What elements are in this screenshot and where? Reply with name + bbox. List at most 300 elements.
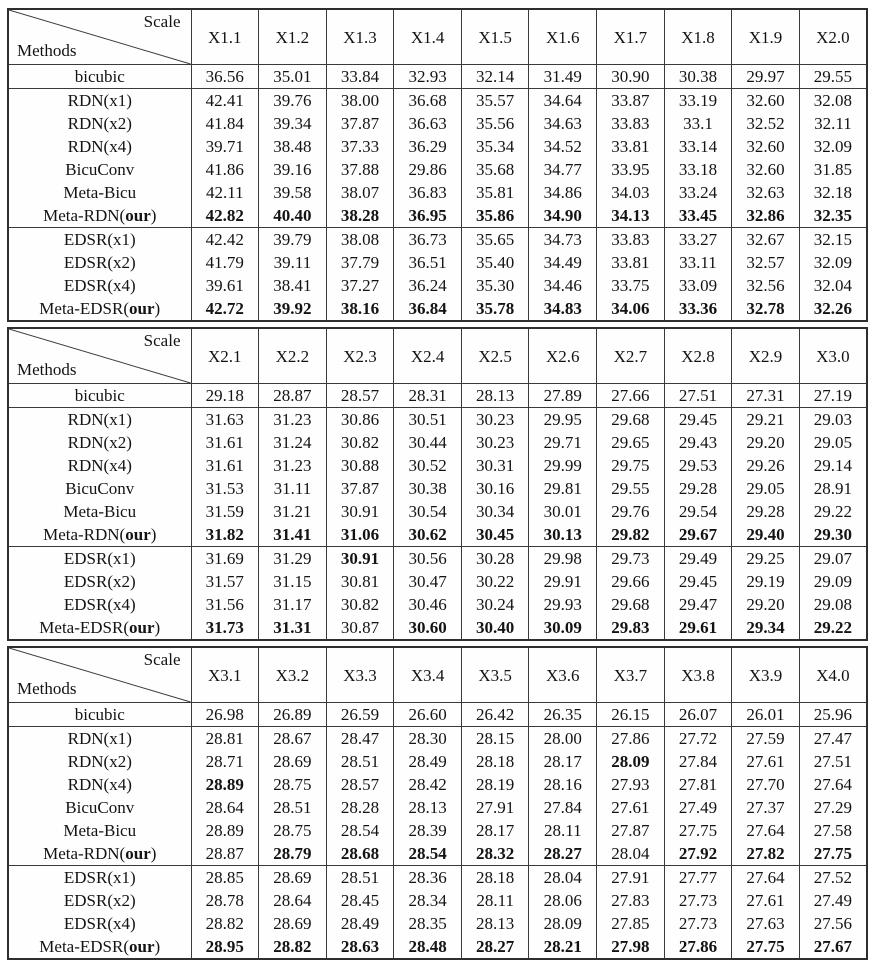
- value-cell: 38.16: [326, 297, 394, 321]
- value-cell: 27.92: [664, 842, 732, 866]
- value-cell: 33.83: [597, 228, 665, 252]
- value-cell: 28.82: [259, 935, 327, 959]
- value-cell: 42.82: [191, 204, 259, 228]
- scale-column-header: X3.4: [394, 647, 462, 703]
- value-cell: 29.21: [732, 408, 800, 432]
- value-cell: 30.13: [529, 523, 597, 547]
- value-cell: 27.81: [664, 773, 732, 796]
- method-label: RDN(x4): [8, 454, 191, 477]
- value-cell: 27.49: [799, 889, 867, 912]
- value-cell: 34.03: [597, 181, 665, 204]
- value-cell: 34.86: [529, 181, 597, 204]
- value-cell: 30.46: [394, 593, 462, 616]
- value-cell: 29.45: [664, 408, 732, 432]
- our-highlight: our: [129, 299, 155, 318]
- value-cell: 39.16: [259, 158, 327, 181]
- value-cell: 27.75: [799, 842, 867, 866]
- value-cell: 28.68: [326, 842, 394, 866]
- value-cell: 32.86: [732, 204, 800, 228]
- value-cell: 32.04: [799, 274, 867, 297]
- value-cell: 31.21: [259, 500, 327, 523]
- value-cell: 27.63: [732, 912, 800, 935]
- value-cell: 33.81: [597, 251, 665, 274]
- value-cell: 28.16: [529, 773, 597, 796]
- value-cell: 32.08: [799, 89, 867, 113]
- table-row: [8, 866, 867, 890]
- value-cell: 38.48: [259, 135, 327, 158]
- method-label: EDSR(x2): [8, 570, 191, 593]
- value-cell: 27.19: [799, 384, 867, 408]
- scale-column-header: X1.3: [326, 9, 394, 65]
- value-cell: 31.23: [259, 454, 327, 477]
- value-cell: 29.28: [732, 500, 800, 523]
- method-label: RDN(x4): [8, 135, 191, 158]
- method-label: RDN(x1): [8, 89, 191, 113]
- value-cell: 25.96: [799, 703, 867, 727]
- scale-column-header: X3.6: [529, 647, 597, 703]
- table-row: [8, 750, 867, 773]
- value-cell: 38.08: [326, 228, 394, 252]
- value-cell: 30.87: [326, 616, 394, 640]
- psnr-results-table: [7, 8, 868, 322]
- scale-column-header: X1.9: [732, 9, 800, 65]
- value-cell: 34.06: [597, 297, 665, 321]
- value-cell: 30.09: [529, 616, 597, 640]
- value-cell: 28.89: [191, 819, 259, 842]
- value-cell: 29.55: [799, 65, 867, 89]
- table-header-row: [8, 647, 867, 703]
- method-label: BicuConv: [8, 158, 191, 181]
- value-cell: 36.29: [394, 135, 462, 158]
- corner-scale-label: Scale: [143, 650, 181, 669]
- value-cell: 27.84: [529, 796, 597, 819]
- value-cell: 32.14: [461, 65, 529, 89]
- value-cell: 33.87: [597, 89, 665, 113]
- value-cell: 28.31: [394, 384, 462, 408]
- value-cell: 27.52: [799, 866, 867, 890]
- value-cell: 28.49: [326, 912, 394, 935]
- table-row: [8, 842, 867, 866]
- value-cell: 41.84: [191, 112, 259, 135]
- value-cell: 33.09: [664, 274, 732, 297]
- value-cell: 29.91: [529, 570, 597, 593]
- value-cell: 28.09: [597, 750, 665, 773]
- value-cell: 28.34: [394, 889, 462, 912]
- value-cell: 29.76: [597, 500, 665, 523]
- table-header-row: [8, 9, 867, 65]
- value-cell: 36.68: [394, 89, 462, 113]
- value-cell: 27.61: [597, 796, 665, 819]
- value-cell: 31.29: [259, 547, 327, 571]
- scale-column-header: X2.3: [326, 328, 394, 384]
- value-cell: 32.57: [732, 251, 800, 274]
- value-cell: 30.22: [461, 570, 529, 593]
- method-label: Meta-Bicu: [8, 181, 191, 204]
- value-cell: 29.05: [732, 477, 800, 500]
- corner-scale-label: Scale: [143, 331, 181, 350]
- value-cell: 29.40: [732, 523, 800, 547]
- value-cell: 28.71: [191, 750, 259, 773]
- method-label: Meta-EDSR(our): [8, 935, 191, 959]
- value-cell: 28.51: [259, 796, 327, 819]
- value-cell: 27.89: [529, 384, 597, 408]
- value-cell: 31.82: [191, 523, 259, 547]
- method-label: EDSR(x4): [8, 593, 191, 616]
- corner-scale-label: Scale: [143, 12, 181, 31]
- scale-column-header: X3.3: [326, 647, 394, 703]
- value-cell: 26.01: [732, 703, 800, 727]
- table-row: [8, 65, 867, 89]
- value-cell: 27.56: [799, 912, 867, 935]
- value-cell: 27.58: [799, 819, 867, 842]
- value-cell: 28.81: [191, 727, 259, 751]
- value-cell: 32.93: [394, 65, 462, 89]
- psnr-results-table: [7, 646, 868, 960]
- value-cell: 29.34: [732, 616, 800, 640]
- value-cell: 28.67: [259, 727, 327, 751]
- value-cell: 27.47: [799, 727, 867, 751]
- value-cell: 34.49: [529, 251, 597, 274]
- value-cell: 30.60: [394, 616, 462, 640]
- value-cell: 31.56: [191, 593, 259, 616]
- table-row: [8, 912, 867, 935]
- value-cell: 33.14: [664, 135, 732, 158]
- value-cell: 30.91: [326, 500, 394, 523]
- value-cell: 26.59: [326, 703, 394, 727]
- value-cell: 36.24: [394, 274, 462, 297]
- value-cell: 30.16: [461, 477, 529, 500]
- value-cell: 31.41: [259, 523, 327, 547]
- value-cell: 29.53: [664, 454, 732, 477]
- value-cell: 31.57: [191, 570, 259, 593]
- value-cell: 38.07: [326, 181, 394, 204]
- value-cell: 32.78: [732, 297, 800, 321]
- value-cell: 30.90: [597, 65, 665, 89]
- corner-methods-label: Methods: [17, 679, 77, 698]
- value-cell: 28.35: [394, 912, 462, 935]
- psnr-results-table: [7, 327, 868, 641]
- value-cell: 41.79: [191, 251, 259, 274]
- method-label: bicubic: [8, 384, 191, 408]
- value-cell: 37.79: [326, 251, 394, 274]
- value-cell: 28.95: [191, 935, 259, 959]
- scale-column-header: X1.2: [259, 9, 327, 65]
- value-cell: 30.88: [326, 454, 394, 477]
- corner-cell: [8, 647, 191, 703]
- value-cell: 28.87: [191, 842, 259, 866]
- value-cell: 37.87: [326, 477, 394, 500]
- value-cell: 27.61: [732, 889, 800, 912]
- value-cell: 28.69: [259, 750, 327, 773]
- value-cell: 29.81: [529, 477, 597, 500]
- scale-column-header: X3.0: [799, 328, 867, 384]
- value-cell: 28.17: [461, 819, 529, 842]
- value-cell: 28.64: [259, 889, 327, 912]
- value-cell: 39.79: [259, 228, 327, 252]
- value-cell: 35.81: [461, 181, 529, 204]
- value-cell: 30.56: [394, 547, 462, 571]
- value-cell: 33.45: [664, 204, 732, 228]
- value-cell: 32.11: [799, 112, 867, 135]
- value-cell: 31.23: [259, 408, 327, 432]
- corner-methods-label: Methods: [17, 41, 77, 60]
- value-cell: 30.34: [461, 500, 529, 523]
- value-cell: 35.34: [461, 135, 529, 158]
- value-cell: 28.09: [529, 912, 597, 935]
- value-cell: 31.61: [191, 431, 259, 454]
- method-label: Meta-RDN(our): [8, 842, 191, 866]
- value-cell: 37.88: [326, 158, 394, 181]
- value-cell: 27.98: [597, 935, 665, 959]
- table-row: [8, 431, 867, 454]
- method-label: bicubic: [8, 703, 191, 727]
- value-cell: 30.28: [461, 547, 529, 571]
- value-cell: 29.71: [529, 431, 597, 454]
- table-row: [8, 454, 867, 477]
- value-cell: 39.76: [259, 89, 327, 113]
- value-cell: 28.89: [191, 773, 259, 796]
- value-cell: 32.18: [799, 181, 867, 204]
- value-cell: 42.72: [191, 297, 259, 321]
- value-cell: 28.21: [529, 935, 597, 959]
- value-cell: 41.86: [191, 158, 259, 181]
- value-cell: 31.59: [191, 500, 259, 523]
- value-cell: 27.61: [732, 750, 800, 773]
- scale-column-header: X1.4: [394, 9, 462, 65]
- scale-column-header: X2.4: [394, 328, 462, 384]
- table-row: [8, 819, 867, 842]
- value-cell: 33.18: [664, 158, 732, 181]
- value-cell: 30.31: [461, 454, 529, 477]
- table-row: [8, 89, 867, 113]
- corner-cell: [8, 328, 191, 384]
- method-label: EDSR(x1): [8, 866, 191, 890]
- value-cell: 31.85: [799, 158, 867, 181]
- value-cell: 31.11: [259, 477, 327, 500]
- table-row: [8, 796, 867, 819]
- value-cell: 28.45: [326, 889, 394, 912]
- value-cell: 29.98: [529, 547, 597, 571]
- value-cell: 29.25: [732, 547, 800, 571]
- value-cell: 28.57: [326, 773, 394, 796]
- value-cell: 35.57: [461, 89, 529, 113]
- value-cell: 30.86: [326, 408, 394, 432]
- table-row: [8, 570, 867, 593]
- value-cell: 30.38: [664, 65, 732, 89]
- method-label: BicuConv: [8, 796, 191, 819]
- value-cell: 34.64: [529, 89, 597, 113]
- value-cell: 32.09: [799, 135, 867, 158]
- scale-column-header: X4.0: [799, 647, 867, 703]
- value-cell: 27.84: [664, 750, 732, 773]
- value-cell: 27.37: [732, 796, 800, 819]
- value-cell: 34.52: [529, 135, 597, 158]
- our-highlight: our: [125, 844, 151, 863]
- value-cell: 26.98: [191, 703, 259, 727]
- corner-methods-label: Methods: [17, 360, 77, 379]
- value-cell: 31.61: [191, 454, 259, 477]
- value-cell: 34.83: [529, 297, 597, 321]
- value-cell: 28.00: [529, 727, 597, 751]
- method-label: EDSR(x1): [8, 547, 191, 571]
- value-cell: 32.09: [799, 251, 867, 274]
- value-cell: 33.24: [664, 181, 732, 204]
- table-row: [8, 181, 867, 204]
- scale-column-header: X2.2: [259, 328, 327, 384]
- value-cell: 32.15: [799, 228, 867, 252]
- value-cell: 29.68: [597, 408, 665, 432]
- value-cell: 30.82: [326, 593, 394, 616]
- value-cell: 29.97: [732, 65, 800, 89]
- value-cell: 38.41: [259, 274, 327, 297]
- value-cell: 28.47: [326, 727, 394, 751]
- value-cell: 29.82: [597, 523, 665, 547]
- value-cell: 29.66: [597, 570, 665, 593]
- our-highlight: our: [129, 937, 155, 956]
- value-cell: 36.63: [394, 112, 462, 135]
- scale-column-header: X2.5: [461, 328, 529, 384]
- value-cell: 27.75: [664, 819, 732, 842]
- value-cell: 31.17: [259, 593, 327, 616]
- value-cell: 29.19: [732, 570, 800, 593]
- value-cell: 29.99: [529, 454, 597, 477]
- value-cell: 37.33: [326, 135, 394, 158]
- value-cell: 27.70: [732, 773, 800, 796]
- scale-column-header: X2.6: [529, 328, 597, 384]
- value-cell: 30.38: [394, 477, 462, 500]
- value-cell: 42.11: [191, 181, 259, 204]
- value-cell: 36.84: [394, 297, 462, 321]
- table-row: [8, 408, 867, 432]
- value-cell: 28.85: [191, 866, 259, 890]
- value-cell: 28.87: [259, 384, 327, 408]
- value-cell: 28.18: [461, 866, 529, 890]
- value-cell: 29.03: [799, 408, 867, 432]
- scale-column-header: X2.9: [732, 328, 800, 384]
- value-cell: 29.68: [597, 593, 665, 616]
- value-cell: 29.86: [394, 158, 462, 181]
- value-cell: 29.49: [664, 547, 732, 571]
- value-cell: 34.77: [529, 158, 597, 181]
- value-cell: 29.20: [732, 593, 800, 616]
- value-cell: 31.53: [191, 477, 259, 500]
- scale-column-header: X3.9: [732, 647, 800, 703]
- value-cell: 33.83: [597, 112, 665, 135]
- value-cell: 29.47: [664, 593, 732, 616]
- table-header-row: [8, 328, 867, 384]
- value-cell: 29.67: [664, 523, 732, 547]
- method-label: BicuConv: [8, 477, 191, 500]
- value-cell: 27.86: [597, 727, 665, 751]
- scale-column-header: X3.5: [461, 647, 529, 703]
- value-cell: 28.51: [326, 866, 394, 890]
- value-cell: 29.61: [664, 616, 732, 640]
- value-cell: 28.48: [394, 935, 462, 959]
- value-cell: 37.27: [326, 274, 394, 297]
- value-cell: 29.07: [799, 547, 867, 571]
- table-row: [8, 384, 867, 408]
- value-cell: 32.60: [732, 135, 800, 158]
- value-cell: 34.90: [529, 204, 597, 228]
- value-cell: 26.60: [394, 703, 462, 727]
- value-cell: 27.49: [664, 796, 732, 819]
- scale-column-header: X2.0: [799, 9, 867, 65]
- our-highlight: our: [125, 525, 151, 544]
- value-cell: 42.41: [191, 89, 259, 113]
- value-cell: 35.30: [461, 274, 529, 297]
- value-cell: 32.56: [732, 274, 800, 297]
- value-cell: 35.86: [461, 204, 529, 228]
- value-cell: 27.73: [664, 889, 732, 912]
- value-cell: 37.87: [326, 112, 394, 135]
- value-cell: 39.11: [259, 251, 327, 274]
- table-row: [8, 935, 867, 959]
- value-cell: 29.83: [597, 616, 665, 640]
- value-cell: 29.65: [597, 431, 665, 454]
- value-cell: 33.81: [597, 135, 665, 158]
- value-cell: 34.73: [529, 228, 597, 252]
- table-row: [8, 547, 867, 571]
- scale-column-header: X3.7: [597, 647, 665, 703]
- value-cell: 30.40: [461, 616, 529, 640]
- value-cell: 29.26: [732, 454, 800, 477]
- value-cell: 28.49: [394, 750, 462, 773]
- method-label: RDN(x4): [8, 773, 191, 796]
- table-row: [8, 500, 867, 523]
- value-cell: 27.29: [799, 796, 867, 819]
- value-cell: 30.52: [394, 454, 462, 477]
- value-cell: 33.27: [664, 228, 732, 252]
- table-row: [8, 523, 867, 547]
- table-row: [8, 477, 867, 500]
- table-row: [8, 616, 867, 640]
- method-label: Meta-RDN(our): [8, 204, 191, 228]
- value-cell: 29.22: [799, 500, 867, 523]
- value-cell: 30.45: [461, 523, 529, 547]
- method-label: EDSR(x1): [8, 228, 191, 252]
- value-cell: 39.71: [191, 135, 259, 158]
- value-cell: 33.75: [597, 274, 665, 297]
- value-cell: 33.95: [597, 158, 665, 181]
- value-cell: 27.93: [597, 773, 665, 796]
- value-cell: 28.32: [461, 842, 529, 866]
- value-cell: 27.51: [799, 750, 867, 773]
- method-label: RDN(x2): [8, 750, 191, 773]
- table-row: [8, 228, 867, 252]
- value-cell: 28.54: [326, 819, 394, 842]
- our-highlight: our: [125, 206, 151, 225]
- value-cell: 30.44: [394, 431, 462, 454]
- method-label: EDSR(x4): [8, 274, 191, 297]
- value-cell: 32.60: [732, 158, 800, 181]
- value-cell: 31.31: [259, 616, 327, 640]
- value-cell: 30.24: [461, 593, 529, 616]
- table-row: [8, 158, 867, 181]
- our-highlight: our: [129, 618, 155, 637]
- table-row: [8, 889, 867, 912]
- value-cell: 27.86: [664, 935, 732, 959]
- scale-column-header: X3.8: [664, 647, 732, 703]
- value-cell: 28.19: [461, 773, 529, 796]
- value-cell: 28.51: [326, 750, 394, 773]
- value-cell: 27.77: [664, 866, 732, 890]
- value-cell: 28.69: [259, 866, 327, 890]
- value-cell: 30.01: [529, 500, 597, 523]
- value-cell: 28.69: [259, 912, 327, 935]
- value-cell: 29.22: [799, 616, 867, 640]
- value-cell: 28.42: [394, 773, 462, 796]
- value-cell: 28.39: [394, 819, 462, 842]
